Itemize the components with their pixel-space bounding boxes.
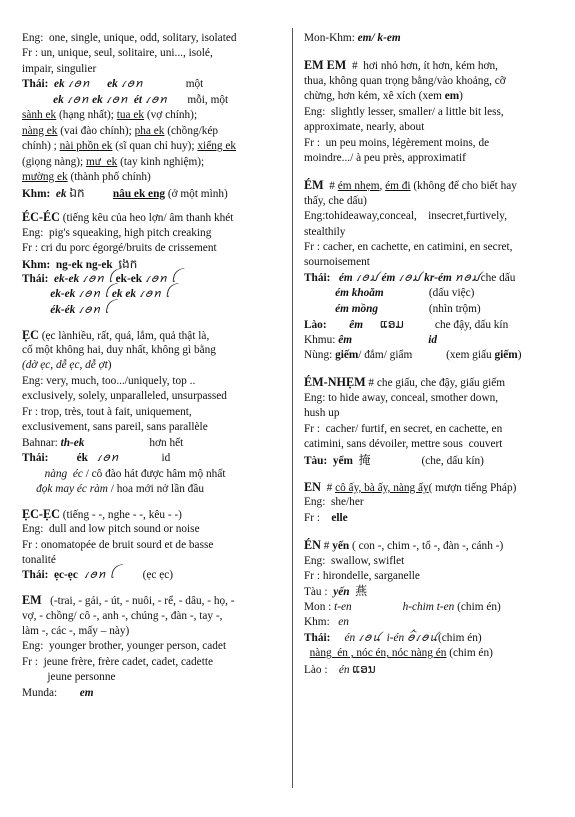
entry-line	[304, 662, 376, 677]
entry-line	[22, 241, 217, 255]
text-segment	[352, 601, 403, 613]
tai-script-glyph: ꪹꪮꪀ ꪶ	[81, 272, 113, 285]
entry-line	[22, 93, 228, 107]
text-segment: Eng: pig's squeaking, high pitch creaking	[22, 226, 212, 239]
entry-line	[304, 437, 502, 451]
tai-script-glyph: ꪹꪮꪣ	[355, 271, 379, 284]
text-segment: nàng éc	[22, 467, 83, 480]
text-segment: (ẹc ẹc)	[114, 569, 174, 582]
entry-line	[22, 568, 173, 582]
text-segment: sournoisement	[304, 256, 370, 269]
text-segment: Eng: younger brother, younger person, cadet	[22, 640, 227, 653]
text-segment: pha ek	[134, 124, 165, 137]
text-segment: (vai đào chính);	[57, 124, 135, 137]
entry-line	[22, 343, 216, 357]
text-segment: #	[323, 180, 338, 193]
text-segment	[363, 319, 380, 331]
headword: ÉM-NHẸM	[304, 375, 366, 390]
text-segment: (ở một mình)	[165, 187, 228, 200]
script-glyph: ແອນ	[352, 661, 376, 676]
text-segment: hơn hết	[84, 436, 184, 449]
text-segment: Eng: very, much, too.../uniquely, top ..	[22, 374, 196, 387]
text-segment: Khm:	[304, 616, 339, 629]
entry-line	[22, 553, 56, 567]
text-segment: approximate, nearly, about	[304, 121, 425, 134]
entry-line	[304, 511, 348, 525]
text-segment: (-trai, - gái, - út, - nuôi, - rể, - dâu, - họ, -	[41, 595, 235, 608]
text-segment: (vợ chính);	[144, 109, 198, 122]
text-segment: # che giấu, che đậy, giấu giếm	[365, 377, 506, 390]
text-segment: Fr : un, unique, seul, solitaire, uni..., isolé,	[22, 47, 213, 60]
entry-line	[304, 74, 506, 88]
script-glyph: ແອມ	[379, 317, 404, 332]
text-segment: Tàu :	[304, 586, 334, 599]
text-segment: em	[444, 90, 460, 103]
text-segment: Khmu:	[304, 333, 339, 346]
text-segment: # hơi nhỏ hơn, ít hơn, kém hơn,	[346, 60, 498, 73]
text-segment: Fr :	[304, 511, 332, 524]
text-segment: ém	[338, 271, 356, 284]
script-glyph: 燕	[355, 584, 368, 599]
entry-line	[22, 155, 204, 169]
text-segment: Eng: swallow, swiflet	[304, 554, 405, 567]
entry-line	[22, 303, 109, 317]
text-segment: id	[428, 333, 438, 346]
text-segment: (chim én)	[454, 600, 501, 613]
tai-script-glyph: ꪹꪮꪀ ꪶ	[138, 288, 170, 301]
text-segment: nâu ek eng	[112, 187, 165, 200]
text-segment: Thái:	[22, 78, 55, 91]
entry-line	[22, 686, 94, 700]
tai-script-glyph: ꪹꪮꪀ	[66, 93, 90, 106]
text-segment: en	[338, 616, 349, 629]
text-segment: một	[143, 78, 204, 91]
entry-line	[22, 593, 235, 608]
entry-line	[22, 31, 237, 45]
text-segment: nàng én , nóc én, nóc nàng én	[309, 647, 447, 660]
text-segment: / đắm/ giẩm (xem giấu	[358, 349, 495, 362]
text-segment: (hạng nhất);	[56, 109, 117, 122]
text-segment: tonalité	[22, 554, 56, 566]
text-segment: cố một không hai, duy nhất, không gì bằng	[22, 343, 216, 356]
tai-script-glyph: ꪹꪮꪀ	[144, 93, 168, 106]
text-segment: ek ek	[109, 288, 139, 301]
text-segment: giếm	[335, 349, 359, 362]
entry-line	[304, 58, 498, 73]
text-segment: (tiếng - -, nghe - -, kêu - -)	[59, 508, 182, 521]
text-segment: ém mồng	[304, 302, 379, 315]
text-segment: em	[79, 686, 94, 699]
text-segment: Khm: ng-ek ng-ek	[22, 258, 119, 271]
text-segment: Mon-Khm:	[304, 32, 358, 44]
text-segment: exclusivement, sans pareil, sans parallèle	[22, 421, 208, 434]
text-segment: (	[22, 359, 26, 372]
column-divider	[292, 28, 293, 788]
text-segment: Eng: one, single, unique, odd, solitary, isolated	[22, 32, 237, 44]
headword: EM EM	[304, 58, 347, 73]
text-segment: Munda:	[22, 686, 80, 699]
text-segment: ( mượn tiếng Pháp)	[428, 481, 517, 494]
text-segment: (tiếng kêu của heo lợn/ âm thanh khét	[59, 212, 234, 225]
text-segment: mỗi, một	[167, 93, 229, 106]
text-segment: (thành phố chính)	[67, 171, 151, 184]
text-segment: cô ấy, bà ấy, nàng ấy	[335, 481, 429, 494]
text-segment: Thái:	[304, 631, 345, 644]
text-segment: êm	[349, 319, 363, 332]
text-segment: làm -, các -, mấy – này)	[22, 625, 130, 637]
entry-line	[304, 348, 521, 362]
entry-line	[304, 538, 503, 553]
text-segment: ém khoăm	[304, 287, 384, 300]
entry-line	[304, 271, 515, 285]
text-segment: / hoa mới nở lần đầu	[107, 483, 204, 495]
tai-script-glyph: ꪹꪮꪀ ꪶ	[78, 288, 110, 301]
text-segment: chừng, hơn kém, xê xích (xem	[304, 90, 445, 103]
text-segment: Thái:	[22, 452, 77, 465]
text-segment: che dấu	[480, 271, 516, 284]
entry-line	[22, 328, 209, 343]
text-segment: Lào:	[304, 319, 350, 332]
text-segment: Bahnar:	[22, 436, 61, 449]
entry-line	[22, 538, 213, 552]
entry-line	[304, 105, 504, 119]
text-segment: hush up	[304, 407, 340, 420]
text-segment: Eng:tohideaway,conceal, insecret,furtively,	[304, 210, 508, 223]
text-segment: mư ek	[86, 155, 118, 168]
tai-script-glyph: ꪹꪮꪀ	[67, 78, 91, 91]
entry-line	[22, 374, 195, 388]
text-segment: Eng: slightly lesser, smaller/ a little bit less,	[304, 105, 504, 118]
entry-line	[22, 46, 213, 60]
entry-line	[22, 389, 227, 403]
entry-line	[22, 420, 208, 434]
entry-line	[304, 120, 424, 134]
headword: ẸC	[22, 327, 39, 342]
text-segment: xiểng ek	[197, 140, 236, 153]
entry-line	[304, 194, 367, 208]
text-segment: êm	[338, 333, 353, 346]
entry-line	[304, 225, 345, 239]
text-segment: vợ, - chồng/ cô -, anh -, chúng -, đàn -, tay -,	[22, 609, 223, 622]
entry-line	[22, 670, 116, 684]
entry-line	[22, 609, 222, 623]
entry-line	[304, 600, 501, 614]
entry-line	[304, 240, 512, 254]
entry-line	[304, 178, 517, 193]
text-segment: impair, singulier	[22, 62, 97, 75]
tai-script-glyph: ꪹꪮꪀ ꪶ	[144, 272, 176, 285]
text-segment: nài phồn ek	[59, 140, 113, 153]
text-segment: Fr : cacher/ furtif, en secret, en cachette, en	[304, 422, 503, 435]
text-segment: kr-ém	[421, 271, 455, 284]
entry-line	[22, 405, 192, 419]
entry-line	[22, 139, 236, 153]
entry-line	[22, 639, 226, 653]
tai-script-glyph: ꪹꪮꪀ	[96, 452, 120, 465]
entry-line	[22, 170, 151, 184]
entry-line	[22, 108, 197, 122]
entry-line	[22, 507, 182, 522]
text-segment: Thái:	[304, 271, 339, 284]
entry-line	[22, 467, 225, 481]
entry-line	[304, 495, 364, 509]
entry-line	[22, 358, 112, 372]
tai-script-glyph: ꪀꪮꪣ	[454, 271, 481, 284]
entry-line	[304, 209, 507, 223]
entry-line	[304, 317, 508, 332]
text-segment: jeune personne	[22, 671, 116, 684]
text-segment: Fr : cri du porc égorgé/bruits de crissement	[22, 242, 217, 255]
text-segment: ém	[378, 271, 399, 284]
text-segment: Fr : trop, très, tout à fait, uniquement,	[22, 405, 192, 418]
text-segment: (tay kinh nghiệm);	[117, 155, 205, 168]
text-segment: ek-ek	[112, 272, 145, 285]
text-segment: em/ k-em	[357, 32, 401, 44]
entry-line	[22, 257, 137, 272]
text-segment: )	[459, 90, 463, 103]
text-segment: nàng ek	[22, 124, 58, 137]
text-segment: Khm:	[22, 187, 56, 200]
entry-line	[304, 406, 339, 420]
entry-line	[22, 124, 218, 138]
text-segment: / cô đào hát được hâm mộ nhất	[82, 467, 226, 480]
entry-line	[304, 569, 420, 583]
entry-line	[22, 226, 211, 240]
text-segment: ,	[379, 180, 386, 193]
tai-script-glyph: ꪹꪮꪀ ꪶ	[78, 303, 110, 316]
entry-line	[304, 302, 481, 316]
text-segment: Fr : cacher, en cachette, en catimini, en secret,	[304, 241, 513, 253]
text-segment: Nùng:	[304, 349, 336, 362]
text-segment: Fr : jeune frère, frère cadet, cadet, cadette	[22, 655, 213, 668]
script-glyph: 掩	[358, 452, 371, 467]
text-segment: ek	[89, 93, 106, 106]
entry-line	[304, 631, 482, 645]
entry-line	[304, 646, 493, 660]
text-segment: #	[320, 540, 333, 553]
text-segment: ẹc-ẹc	[54, 569, 78, 582]
text-segment: (nhìn trộm)	[378, 302, 481, 315]
text-segment: exclusively, solely, unparalleled, unsurpassed	[22, 390, 227, 403]
text-segment: thấy, che dấu)	[304, 194, 367, 207]
entry-line	[22, 522, 200, 536]
text-segment: th-ek	[60, 436, 85, 449]
text-segment: ek-ek	[22, 288, 79, 301]
text-segment: (sĩ quan chỉ huy);	[112, 140, 198, 153]
text-segment: (chim én)	[438, 631, 482, 644]
text-segment: yểm	[332, 454, 353, 467]
text-segment: ek	[90, 78, 121, 91]
entry-line	[22, 186, 228, 201]
tai-script-glyph: ꪹꪮꪀ ꪶ	[83, 569, 115, 582]
entry-line	[304, 136, 489, 150]
entry-line	[304, 453, 484, 468]
text-segment: (dấu việc)	[383, 287, 475, 300]
text-segment: yến	[332, 540, 350, 553]
entry-line	[304, 151, 466, 165]
entry-line	[22, 451, 170, 465]
text-segment: i-én	[380, 631, 408, 644]
text-segment: én	[338, 663, 353, 676]
text-segment: id	[119, 452, 171, 465]
headword: ÉC-ÉC	[22, 210, 60, 225]
entry-line	[22, 272, 176, 286]
text-segment: (chim én)	[446, 647, 493, 660]
text-segment: ék-ék	[22, 303, 79, 316]
text-segment: Fr : un peu moins, légèrement moins, de	[304, 136, 490, 149]
headword: ÉN	[304, 538, 321, 553]
entry-line	[304, 89, 463, 103]
text-segment: ét	[128, 93, 145, 106]
entry-line	[22, 210, 233, 225]
text-segment: Lào :	[304, 663, 339, 676]
text-segment: mường ek	[22, 171, 68, 184]
text-segment: Eng: dull and low pitch sound or noise	[22, 523, 200, 536]
script-glyph: ងេក	[118, 256, 138, 271]
entry-line	[22, 655, 213, 669]
entry-line	[304, 391, 498, 405]
entry-line	[304, 31, 401, 45]
entry-line	[304, 422, 502, 436]
tai-script-glyph: ꪹꪮꪣ	[398, 271, 422, 284]
text-segment: moindre.../ à peu près, approximatif	[304, 151, 466, 164]
text-segment: Tàu:	[304, 454, 333, 467]
text-segment: )	[107, 359, 112, 372]
text-segment: Fr : hirondelle, sarganelle	[304, 569, 420, 582]
text-segment: sành ek	[22, 109, 57, 122]
text-segment: ek	[54, 78, 68, 91]
entry-line	[304, 554, 404, 568]
text-segment: (không để cho biết hay	[410, 180, 517, 193]
text-segment: thua, không quan trọng bằng/vào khoảng, cỡ	[304, 74, 506, 87]
headword: ÉM	[304, 178, 324, 193]
text-segment: elle	[331, 511, 348, 524]
text-segment: )	[517, 349, 522, 362]
text-segment: ( con -, chim -, tổ -, đàn -, cánh -)	[349, 540, 504, 553]
entry-line	[22, 77, 203, 91]
text-segment	[352, 334, 428, 346]
text-segment: che đậy, dấu kín	[403, 319, 509, 332]
text-segment: Mon :	[304, 600, 335, 613]
text-segment: đọk may éc ràm	[22, 483, 108, 495]
text-segment: t-en	[334, 600, 352, 613]
entry-line	[22, 287, 170, 301]
text-segment: stealthily	[304, 225, 346, 238]
entry-line	[304, 480, 516, 495]
text-segment: h-chim t-en	[402, 600, 455, 613]
entry-line	[22, 62, 96, 76]
entry-line	[304, 375, 505, 390]
text-segment: (che, dấu kín)	[370, 454, 484, 467]
text-segment: ek	[55, 187, 70, 200]
text-segment: Fr : onomatopée de bruit sourd et de basse	[22, 538, 214, 551]
text-segment: Eng: to hide away, conceal, smother down,	[304, 391, 499, 404]
text-segment: (giọng nàng);	[22, 155, 87, 168]
text-segment: (ẹc lànhiều, rất, quá, lắm, quả thật là,	[38, 329, 210, 342]
headword: EM	[22, 593, 42, 608]
text-segment: én	[344, 631, 358, 644]
text-segment: ek-ek	[54, 272, 82, 285]
text-segment: ek	[22, 93, 67, 106]
text-segment: ém đi	[385, 180, 411, 193]
tai-script-glyph: ꪹꪮꪙ	[358, 631, 381, 644]
entry-line	[22, 436, 183, 450]
text-segment: tua ek	[116, 109, 145, 122]
text-segment: yến	[333, 586, 350, 599]
tai-script-glyph: ꪹꪮꪀ	[105, 93, 129, 106]
tai-script-glyph: ꪹꪮꪀ	[120, 78, 144, 91]
entry-line	[22, 624, 129, 638]
script-glyph: ឯក	[69, 185, 85, 200]
text-segment	[85, 188, 113, 200]
text-segment: (chồng/kép	[164, 124, 219, 137]
text-segment: dờ ẹc, dễ ẹc, dễ ợt	[25, 359, 108, 372]
entry-line	[304, 333, 437, 347]
text-segment: Thái:	[22, 569, 55, 582]
headword: EN	[304, 479, 321, 494]
entry-line	[304, 584, 367, 599]
text-segment: giếm	[494, 349, 518, 362]
text-segment: ék	[76, 452, 88, 465]
text-segment: Thái:	[22, 272, 55, 285]
tai-script-glyph: ꪮꪲꪹꪮꪙ	[407, 631, 439, 644]
text-segment: catimini, sans dévoiler, mettre sous couvert	[304, 438, 503, 451]
text-segment: ém nhẹm	[337, 180, 380, 193]
entry-line	[304, 615, 349, 629]
headword: ẸC-ẸC	[22, 506, 60, 521]
text-segment: #	[320, 481, 336, 494]
entry-line	[304, 255, 370, 269]
text-segment: Eng: she/her	[304, 496, 364, 509]
text-segment: chính) ;	[22, 140, 60, 153]
entry-line	[304, 286, 474, 300]
entry-line	[22, 482, 204, 496]
